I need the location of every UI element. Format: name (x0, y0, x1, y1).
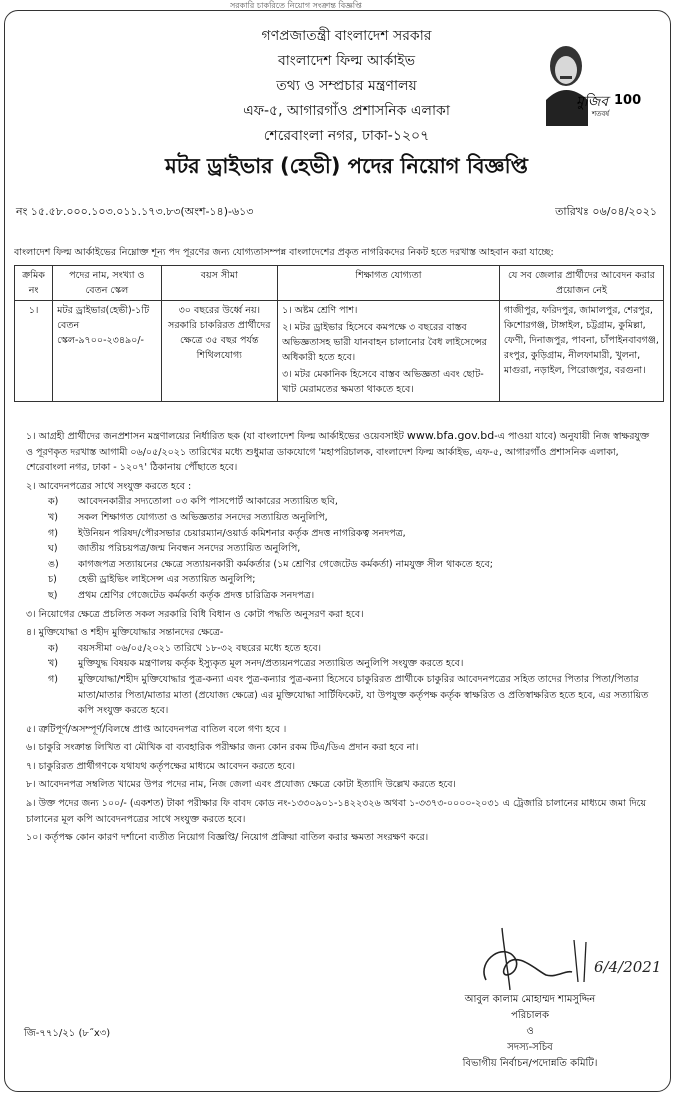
signatory-and: ও (526, 1026, 534, 1037)
condition-7: ৭। চাকুরিরত প্রার্থীগণকে যথাযথ কর্তৃপক্ষের মাধ্যমে আবেদন করতে হবে। (26, 760, 296, 772)
signatory (430, 992, 630, 1072)
attachment-item: ছ) প্রথম শ্রেণির গেজেটেড কর্মকর্তা কর্তৃক প্রদত্ত চারিত্রিক সনদপত্র। (48, 589, 315, 601)
signatory-role-2: সদস্য-সচিব (507, 1042, 553, 1053)
header-line-1: গণপ্রজাতন্ত্রী বাংলাদেশ সরকার (261, 28, 432, 44)
table-header-row (15, 266, 664, 301)
condition-3: ৩। নিয়োগের ক্ষেত্রে প্রচলিত সকল সরকারি বিধি বিধান ও কোটা পদ্ধতি অনুসরণ করা হবে। (26, 608, 364, 620)
col-qualification: শিক্ষাগত যোগ্যতা (278, 266, 500, 301)
attachment-item: গ) ইউনিয়ন পরিষদ/পৌরসভার চেয়ারম্যান/ওয়ার্ড কমিশনার কর্তৃক প্রদত্ত নাগরিকত্ব সনদপত্র, (48, 527, 406, 539)
signatory-name: আবুল কালাম মোহাম্মদ শামসুদ্দিন (464, 994, 596, 1005)
attachment-item: ঘ) জাতীয় পরিচয়পত্র/জন্ম নিবন্ধন সনদের সত্যায়িত অনুলিপি, (48, 543, 301, 555)
col-serial: ক্রমিক নং (15, 266, 53, 301)
header-line-5: শেরেবাংলা নগর, ঢাকা-১২০৭ (263, 128, 430, 144)
freedom-fighter-item: খ) মুক্তিযুদ্ধ বিষয়ক মন্ত্রণালয় কর্তৃক ইস্যুকৃত মূল সনদ/প্রত্যয়নপত্রের সত্যায়িত অনুলিপি সংযুক্ত করতে হবে। (48, 658, 464, 670)
memo-number: নং ১৫.৫৮.০০০.১০৩.০১১.১৭৩.৮৩(অংশ-১৪)-৬১৩ (16, 205, 254, 218)
attachment-item: ঙ) কাগজপত্র সত্যায়নের ক্ষেত্রে সত্যায়নকারী কর্মকর্তার (১ম শ্রেণির গেজেটেড কর্মকর্তা) নামযুক্ত সীল থাকতে হবে; (48, 558, 493, 570)
col-age: বয়স সীমা (161, 266, 278, 301)
signatory-role-1: পরিচালক (511, 1010, 549, 1021)
website-link[interactable]: www.bfa.gov.bd (406, 429, 495, 442)
freedom-fighter-item: গ) মুক্তিযোদ্ধা/শহীদ মুক্তিযোদ্ধার পুত্র-কন্যা এবং পুত্র-কন্যার পুত্র-কন্যা হিসেবে চাকুরিরত প্রার্থীকে চাকুরির আবেদনপত্রের সহিত তাদের পিতার পিতা/পিতার মাতা/মাতার পিতা/মাতার মাতা (প্রযোজ্য ক্ষেত্রে) এর মুক্তিযোদ্ধা সার্টিফিকেট, যা উপযুক্ত কর্তৃপক্ষ কর্তৃক স্বাক্ষরিত ও প্রতিস্বাক্ষরিত হতে হবে, এর সত্যায়িত কপি সংযুক্ত করতে হবে। (48, 673, 649, 717)
mujib-centenary-logo (536, 40, 646, 126)
condition-8: ৮। আবেদনপত্র সম্বলিত খামের উপর পদের নাম, নিজ জেলা এবং প্রযোজ্য ক্ষেত্রে কোটা ইত্যাদি উল্লেখ করতে হবে। (26, 779, 456, 791)
header-line-2: বাংলাদেশ ফিল্ম আর্কাইভ (277, 53, 416, 69)
conditions (26, 428, 654, 846)
top-cut-text: সরকারি চাকরিতে নিয়োগ সংক্রান্ত বিজ্ঞপ্তি (230, 1, 362, 10)
attachment-item: খ) সকল শিক্ষাগত যোগ্যতা ও অভিজ্ঞতার সনদের সত্যায়িত অনুলিপি, (48, 511, 328, 523)
svg-text:মুজিব: মুজিব (576, 94, 609, 110)
condition-6: ৬। চাকুরি সংক্রান্ত লিখিত বা মৌখিক বা ব্যবহারিক পরীক্ষার জন্য কোন রকম টিএ/ডিএ প্রদান করা হবে না। (26, 742, 419, 754)
cell-post: মটর ড্রাইভার(হেভী)-১টি বেতন স্কেল-৯৭০০-২৩৪৯০/- (53, 301, 161, 402)
condition-2: ২। আবেদনপত্রের সাথে সংযুক্ত করতে হবে : (26, 480, 192, 492)
notice-title: মটর ড্রাইভার (হেভী) পদের নিয়োগ বিজ্ঞপ্তি (165, 154, 528, 178)
table-row (15, 301, 664, 402)
cell-qualification (278, 301, 500, 402)
header-line-4: এফ-৫, আগারগাঁও প্রশাসনিক এলাকা (243, 103, 450, 119)
cell-serial: ১। (15, 301, 53, 402)
condition-5: ৫। ত্রুটিপূর্ণ/অসম্পূর্ণ/বিলম্বে প্রাপ্ত আবেদনপত্র বাতিল বলে গণ্য হবে । (26, 723, 287, 735)
freedom-fighter-item: ক) বয়সসীমা ০৬/০৫/২০২১ তারিখে ১৮-৩২ বছরের মধ্যে হতে হবে। (48, 642, 322, 654)
signatory-role-3: বিভাগীয় নির্বাচন/পদোন্নতি কমিটি। (462, 1058, 598, 1069)
svg-text:শতবর্ষ: শতবর্ষ (592, 110, 610, 118)
col-districts: যে সব জেলার প্রার্থীদের আবেদন করার প্রয়োজন নেই (499, 266, 663, 301)
signature-date: 6/4/2021 (594, 958, 662, 976)
notice-date: তারিখঃ ০৬/০৪/২০২১ (555, 205, 657, 218)
cell-age: ৩০ বছরের উর্ধ্বে নয়। সরকারি চাকরিরত প্রার্থীদের ক্ষেত্রে ৩৫ বছর পর্যন্ত শিথিলযোগ্য (161, 301, 278, 402)
reference-code: জি-৭৭১/২১ (৮˝x৩) (24, 1028, 111, 1039)
condition-9: ৯। উক্ত পদের জন্য ১০০/- (একশত) টাকা পরীক্ষার ফি বাবদ কোড নং-১৩৩০৯০১-১৪২২৩২৬ অথবা ১-৩৩৭৩-০০০০-২০৩১ এ ট্রেজারি চালানের মাধ্যমে জমা দিয়ে চালানের মূল কপি আবেদনপত্রের সাথে সংযুক্ত করতে হবে। (26, 798, 647, 825)
attachment-item: ক) আবেদনকারীর সদ্যতোলা ০৩ কপি পাসপোর্ট আকারের সত্যায়িত ছবি, (48, 496, 338, 508)
condition-1: ১। আগ্রহী প্রার্থীদের জনপ্রশাসন মন্ত্রণালয়ের নির্ধারিত ছক (যা বাংলাদেশ ফিল্ম আর্কাইভের ওয়েবসাইট www.bfa.gov.bd-এ পাওয়া যাবে) অনুযায়ী নিজ স্বাক্ষরযুক্ত ও পূরণকৃত দরখাস্ত আগামী ০৬/০৫/২০২১ তারিখের মধ্যে শুধুমাত্র ডাকযোগে 'মহাপরিচালক, বাংলাদেশ ফিল্ম আর্কাইভ, এফ-৫, আগারগাঁও প্রশাসনিক এলাকা, শেরেবাংলা নগর, ঢাকা - ১২০৭' ঠিকানায় পৌঁছাতে হবে। (26, 429, 650, 474)
condition-10: ১০। কর্তৃপক্ষ কোন কারণ দর্শানো ব্যতীত নিয়োগ বিজ্ঞপ্তি/ নিয়োগ প্রক্রিয়া বাতিল করার ক্ষমতা সংরক্ষণ করে। (26, 832, 429, 844)
qualification-2: ২। মটর ড্রাইভার হিসেবে কমপক্ষে ৩ বছরের বাস্তব অভিজ্ঞতাসহ ভারী যানবাহন চালানোর বৈধ লাইসেন্সের অধিকারী হতে হবে। (282, 322, 487, 363)
intro-text: বাংলাদেশ ফিল্ম আর্কাইভের নিম্নোক্ত শূন্য পদ পূরণের জন্য যোগ্যতাসম্পন্ন বাংলাদেশের প্রকৃত নাগরিকদের নিকট হতে দরখাস্ত আহবান করা যাচ্ছে: (14, 247, 554, 258)
vacancy-table (14, 265, 664, 402)
condition-4: ৪। মুক্তিযোদ্ধা ও শহীদ মুক্তিযোদ্ধার সন্তানদের ক্ষেত্রে- (26, 627, 224, 639)
attachment-item: চ) হেভী ড্রাইভিং লাইসেন্স এর সত্যায়িত অনুলিপি; (48, 574, 256, 586)
col-post: পদের নাম, সংখ্যা ও বেতন স্কেল (53, 266, 161, 301)
cell-districts: গাজীপুর, ফরিদপুর, জামালপুর, শেরপুর, কিশোরগঞ্জ, টাঙ্গাইল, চট্টগ্রাম, কুমিল্লা, ফেণী, দিনাজপুর, পাবনা, চাঁপাইনবাবগঞ্জ, রংপুর, কুড়িগ্রাম, নীলফামারী, খুলনা, মাগুরা, নড়াইল, পিরোজপুর, বরগুনা। (499, 301, 663, 402)
qualification-1: ১। অষ্টম শ্রেণি পাশ। (282, 305, 358, 316)
svg-text:100: 100 (614, 93, 642, 108)
qualification-3: ৩। মটর মেকানিক হিসেবে বাস্তব অভিজ্ঞতা এবং ছোট-খাট মেরামতের ক্ষমতা থাকতে হবে। (282, 369, 484, 395)
header-line-3: তথ্য ও সম্প্রচার মন্ত্রণালয় (276, 78, 417, 94)
